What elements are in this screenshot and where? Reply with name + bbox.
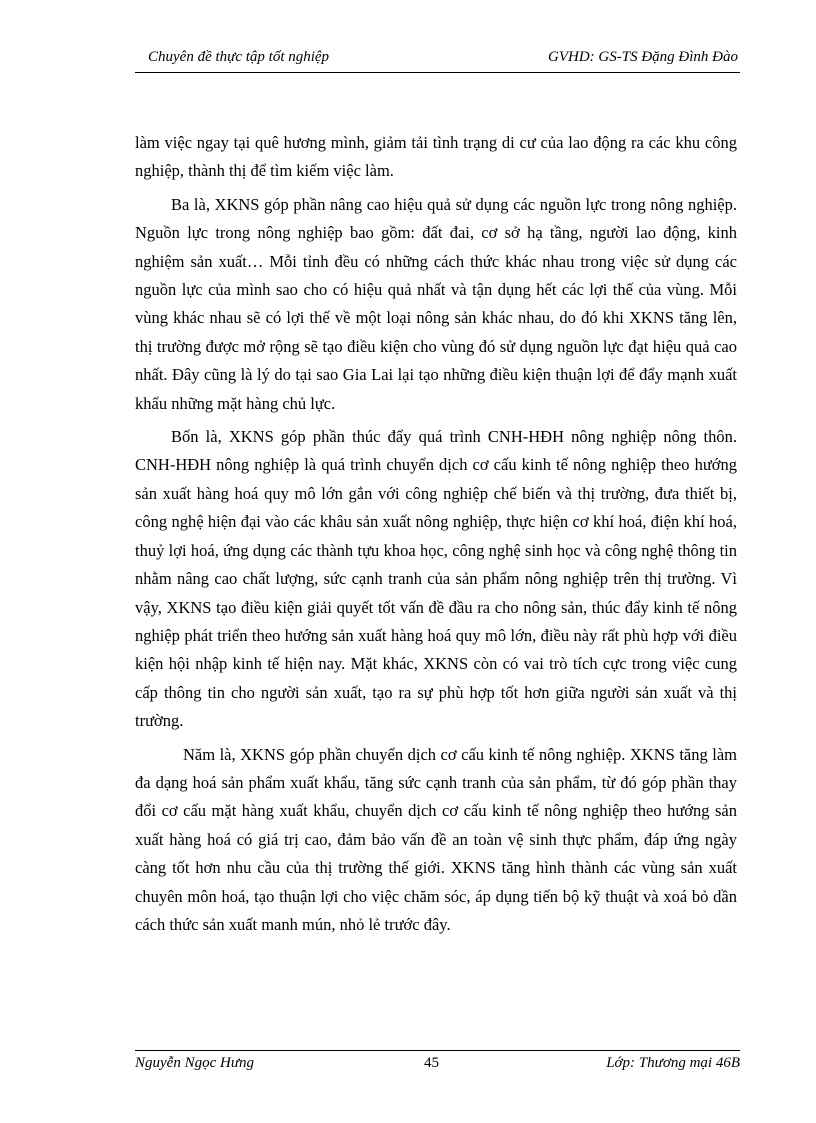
header-document-title: Chuyên đề thực tập tốt nghiệp [148,49,330,65]
header-supervisor: GVHD: GS-TS Đặng Đình Đào [548,49,738,65]
footer-author: Nguyễn Ngọc Hưng [135,1055,254,1071]
paragraph-3: Bốn là, XKNS góp phần thúc đẩy quá trình CNH-HĐH nông nghiệp nông thôn. CNH-HĐH nông nghiệp là quá trình chuyển dịch cơ cấu kinh tế nông nghiệp theo hướng sản xuất hàng hoá quy mô lớn gắn với công nghiệp chế biến và thị trường, đưa thiết bị, công nghệ hiện đại vào các khâu sản xuất nông nghiệp, thực hiện cơ khí hoá, điện khí hoá, thuỷ lợi hoá, ứng dụng các thành tựu khoa học, công nghệ sinh học và công nghệ thông tin nhằm nâng cao chất lượng, sức cạnh tranh của sản phẩm nông nghiệp trên thị trường. Vì vậy, XKNS tạo điều kiện giải quyết tốt vấn đề đầu ra cho nông sản, thúc đẩy kinh tế nông nghiệp phát triển theo hướng sản xuất hàng hoá quy mô lớn, điều này rất phù hợp với điều kiện hội nhập kinh tế hiện nay. Mặt khác, XKNS còn có vai trò tích cực trong việc cung cấp thông tin cho người sản xuất, tạo ra sự phù hợp tốt hơn giữa người sản xuất và thị trường. [135,427,737,731]
document-body [135,129,737,944]
header-divider [135,72,740,73]
paragraph-2: Ba là, XKNS góp phần nâng cao hiệu quả sử dụng các nguồn lực trong nông nghiệp. Nguồn lực trong nông nghiệp bao gồm: đất đai, cơ sở hạ tầng, người lao động, kinh nghiệm sản xuất… Mỗi tỉnh đều có những cách thức khác nhau trong việc sử dụng các nguồn lực của mình sao cho có hiệu quả nhất và tận dụng hết các lợi thế của vùng. Mỗi vùng khác nhau sẽ có lợi thế về một loại nông sản khác nhau, do đó khi XKNS tăng lên, thị trường được mở rộng sẽ tạo điều kiện cho vùng đó sử dụng nguồn lực đạt hiệu quả cao nhất. Đây cũng là lý do tại sao Gia Lai lại tạo những điều kiện thuận lợi để đẩy mạnh xuất khẩu những mặt hàng chủ lực. [135,194,737,413]
footer-divider [135,1050,740,1051]
footer-class: Lớp: Thương mại 46B [606,1055,740,1071]
paragraph-4: Năm là, XKNS góp phần chuyển dịch cơ cấu kinh tế nông nghiệp. XKNS tăng làm đa dạng hoá sản phẩm xuất khẩu, tăng sức cạnh tranh của sản phẩm, từ đó góp phần thay đổi cơ cấu mặt hàng xuất khẩu, chuyển dịch cơ cấu kinh tế nông nghiệp theo hướng sản xuất hàng hoá có giá trị cao, đảm bảo vấn đề an toàn vệ sinh thực phẩm, đáp ứng ngày càng tốt hơn nhu cầu của thị trường thế giới. XKNS tăng hình thành các vùng sản xuất chuyên môn hoá, tạo thuận lợi cho việc chăm sóc, áp dụng tiến bộ kỹ thuật và xoá bỏ dần cách thức sản xuất manh mún, nhỏ lẻ trước đây. [135,744,737,934]
page-number: 45 [424,1055,439,1071]
paragraph-1: làm việc ngay tại quê hương mình, giảm tải tình trạng di cư của lao động ra các khu công nghiệp, thành thị để tìm kiếm việc làm. [135,133,737,181]
